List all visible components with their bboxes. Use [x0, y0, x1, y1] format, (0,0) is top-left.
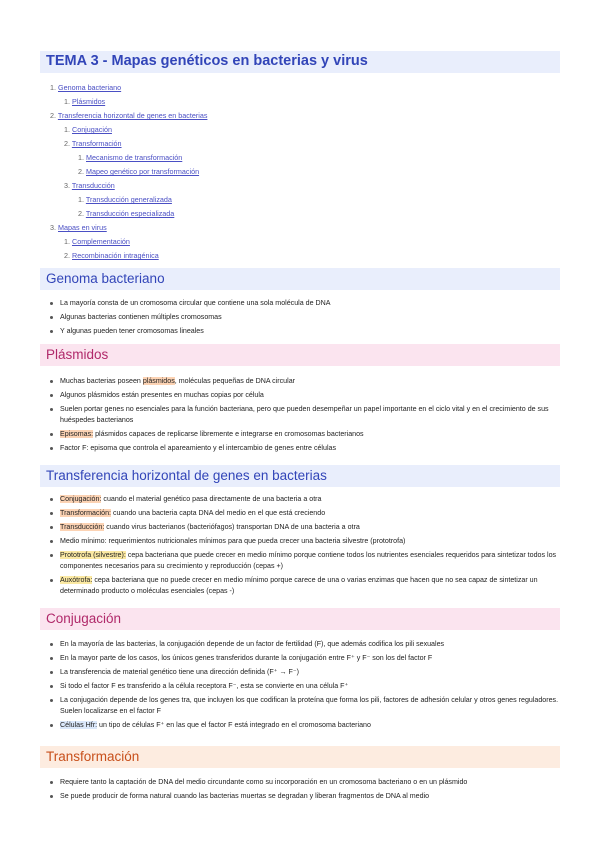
toc-link-mecanismo[interactable]: Mecanismo de transformación: [86, 153, 183, 162]
list-item: Episomas: plásmidos capaces de replicarse libremente e integrarse en cromosomas bacterianos: [48, 429, 560, 440]
highlight: Transformación:: [60, 509, 111, 517]
section-heading-plasmidos: Plásmidos: [40, 344, 560, 366]
list-item: Transformación: cuando una bacteria capta DNA del medio en el que está creciendo: [48, 508, 560, 519]
highlight: Auxótrofa:: [60, 576, 93, 584]
table-of-contents: [42, 82, 562, 264]
list-item: Algunas bacterias contienen múltiples cromosomas: [48, 312, 560, 323]
list-item: Prototrofa (silvestre): cepa bacteriana que puede crecer en medio mínimo porque contiene todos los nutrientes esenciales requeridos para sintetizar todos los componentes necesarios para su crecimiento y reproducción (cepas +): [48, 550, 560, 572]
list-item: La conjugación depende de los genes tra, que incluyen los que codifican la proteína que forma los pili, factores de adhesión celular y otros genes reguladores. Suelen localizarse en el factor F: [48, 695, 560, 717]
list-item: Algunos plásmidos están presentes en muchas copias por célula: [48, 390, 560, 401]
list-item: Medio mínimo: requerimientos nutricionales mínimos para que pueda crecer una bacteria silvestre (prototrofa): [48, 536, 560, 547]
highlight: Episomas:: [60, 430, 94, 438]
toc-link-mapeo[interactable]: Mapeo genético por transformación: [86, 167, 200, 176]
list-item: La transferencia de material genético tiene una dirección definida (F⁺ → F⁻): [48, 667, 560, 678]
toc-link-especializada[interactable]: Transducción especializada: [85, 209, 175, 218]
bullet-list-conjugacion: [48, 639, 560, 734]
list-item: Transducción: cuando virus bacterianos (bacteriófagos) transportan DNA de una bacteria a otra: [48, 522, 560, 533]
section-heading-conjugacion: Conjugación: [40, 608, 560, 630]
toc-item[interactable]: 2. Recombinación intragénica: [64, 251, 159, 260]
toc-item[interactable]: 1. Complementación: [64, 237, 130, 246]
page-title: TEMA 3 - Mapas genéticos en bacterias y virus: [40, 51, 560, 73]
list-item: En la mayor parte de los casos, los únicos genes transferidos durante la conjugación entre F⁺ y F⁻ son los del factor F: [48, 653, 560, 664]
toc-link-complementacion[interactable]: Complementación: [72, 237, 130, 246]
toc-item[interactable]: 1. Transducción generalizada: [78, 195, 172, 204]
list-item: En la mayoría de las bacterias, la conjugación depende de un factor de fertilidad (F), que además codifica los pili sexuales: [48, 639, 560, 650]
toc-link-transferencia[interactable]: Transferencia horizontal de genes en bacterias: [57, 111, 208, 120]
list-item: Suelen portar genes no esenciales para la función bacteriana, pero que pueden desempeñar un papel importante en el ciclo vital y en el crecimiento de sus huéspedes bacterianos: [48, 404, 560, 426]
toc-item[interactable]: 2. Transformación: [64, 139, 122, 148]
toc-item[interactable]: 1. Conjugación: [64, 125, 112, 134]
bullet-list-transferencia: [48, 494, 560, 600]
list-item: Si todo el factor F es transferido a la célula receptora F⁻, esta se convierte en una célula F⁺: [48, 681, 560, 692]
list-item: Se puede producir de forma natural cuando las bacterias muertas se degradan y liberan fragmentos de DNA al medio: [48, 791, 560, 802]
section-heading-genoma: Genoma bacteriano: [40, 268, 560, 290]
list-item: La mayoría consta de un cromosoma circular que contiene una sola molécula de DNA: [48, 298, 560, 309]
toc-item[interactable]: 2. Transducción especializada: [78, 209, 175, 218]
bullet-list-transformacion: [48, 777, 560, 805]
list-item: Células Hfr: un tipo de células F⁺ en las que el factor F está integrado en el cromosoma bacteriano: [48, 720, 560, 731]
toc-link-transformacion[interactable]: Transformación: [71, 139, 122, 148]
toc-link-mapas-virus[interactable]: Mapas en virus: [58, 223, 107, 232]
toc-item[interactable]: 1. Genoma bacteriano: [50, 83, 122, 92]
list-item: Muchas bacterias poseen plásmidos, moléculas pequeñas de DNA circular: [48, 376, 560, 387]
list-item: Requiere tanto la captación de DNA del medio circundante como su incorporación en un cromosoma bacteriano o en un plásmido: [48, 777, 560, 788]
section-heading-transformacion: Transformación: [40, 746, 560, 768]
toc-link-transduccion[interactable]: Transducción: [71, 181, 115, 190]
list-item: Auxótrofa: cepa bacteriana que no puede crecer en medio mínimo porque carece de una o varias enzimas que hacen que no sea capaz de sintetizar un determinado producto o moléculas esenciales (cepas -): [48, 575, 560, 597]
toc-link-conjugacion[interactable]: Conjugación: [72, 125, 112, 134]
toc-item[interactable]: 3. Transducción: [64, 181, 115, 190]
toc-link-recombinacion[interactable]: Recombinación intragénica: [72, 251, 159, 260]
highlight: Transducción:: [60, 523, 105, 531]
highlight: Conjugación:: [60, 495, 102, 503]
toc-link-generalizada[interactable]: Transducción generalizada: [85, 195, 172, 204]
list-item: Y algunas pueden tener cromosomas lineales: [48, 326, 560, 337]
highlight: Células Hfr:: [60, 721, 98, 729]
toc-item[interactable]: 1. Mecanismo de transformación: [78, 153, 183, 162]
highlight: Prototrofa (silvestre):: [60, 551, 126, 559]
toc-item[interactable]: 2. Mapeo genético por transformación: [78, 167, 200, 176]
toc-item[interactable]: 3. Mapas en virus: [50, 223, 107, 232]
bullet-list-plasmidos: [48, 376, 560, 457]
section-heading-transferencia: Transferencia horizontal de genes en bacterias: [40, 465, 560, 487]
toc-item[interactable]: 2. Transferencia horizontal de genes en bacterias: [50, 111, 208, 120]
toc-link-genoma[interactable]: Genoma bacteriano: [58, 83, 122, 92]
list-item: Conjugación: cuando el material genético pasa directamente de una bacteria a otra: [48, 494, 560, 505]
highlight: plásmidos: [142, 377, 175, 385]
bullet-list-genoma: [48, 298, 560, 340]
toc-item[interactable]: 1. Plásmidos: [64, 97, 106, 106]
toc-link-plasmidos[interactable]: Plásmidos: [72, 97, 106, 106]
list-item: Factor F: episoma que controla el apareamiento y el intercambio de genes entre células: [48, 443, 560, 454]
